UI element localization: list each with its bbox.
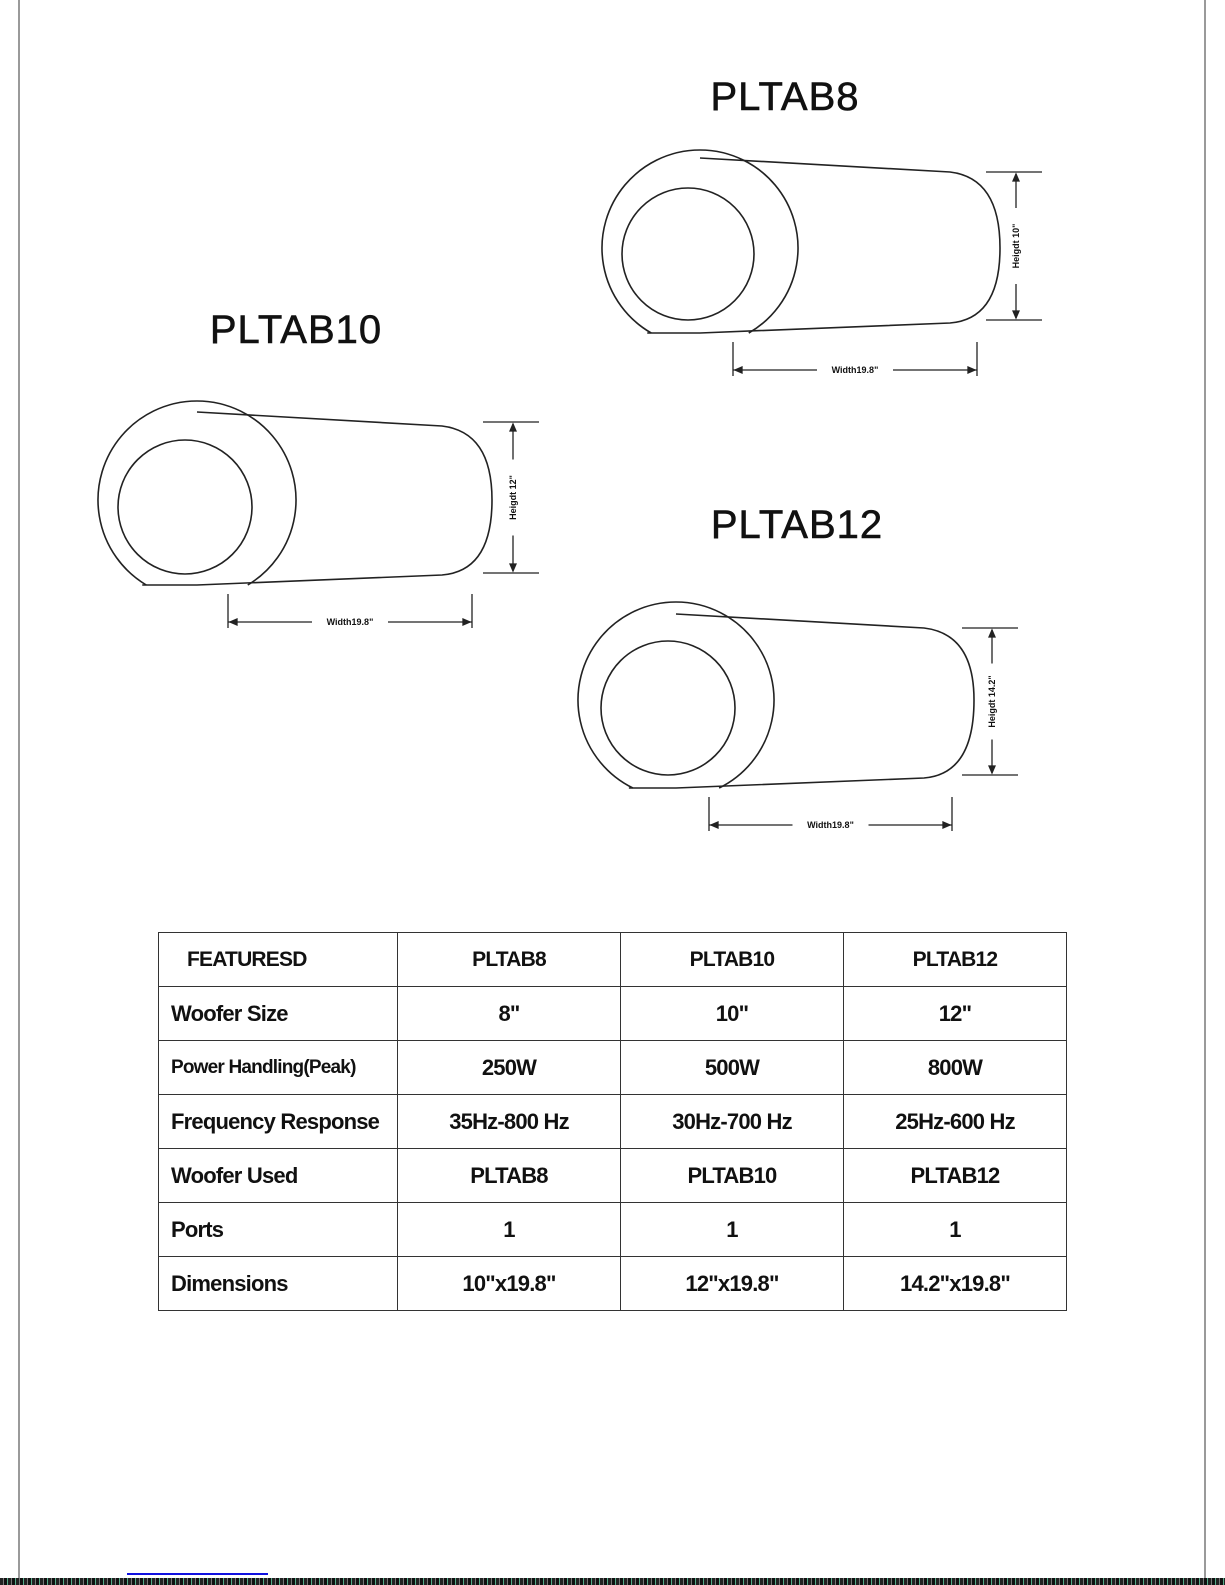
woofer-circle xyxy=(118,440,252,574)
dimension-lines xyxy=(228,422,539,628)
outer-ring xyxy=(602,150,798,333)
outer-ring xyxy=(98,401,296,585)
table-cell: PLTAB10 xyxy=(621,1149,844,1203)
table-cell: 12" xyxy=(844,987,1067,1041)
cabinet-pltab10 xyxy=(98,401,492,585)
cabinet-body xyxy=(142,412,492,585)
woofer-circle xyxy=(622,188,754,320)
table-row xyxy=(159,1041,1067,1095)
spec-table xyxy=(158,932,1067,1311)
table-cell: PLTAB12 xyxy=(844,1149,1067,1203)
table-cell: 500W xyxy=(621,1041,844,1095)
table-cell: PLTAB10 xyxy=(621,933,844,987)
cabinet-pltab8 xyxy=(602,150,1000,333)
table-cell: 1 xyxy=(844,1203,1067,1257)
table-cell: 25Hz-600 Hz xyxy=(844,1095,1067,1149)
cabinet-pltab12 xyxy=(578,602,974,788)
width-label: Width19.8" xyxy=(831,365,879,375)
row-label: Dimensions xyxy=(159,1257,398,1311)
row-label: Power Handling(Peak) xyxy=(159,1041,398,1095)
table-row xyxy=(159,1203,1067,1257)
row-label: FEATURESD xyxy=(159,933,398,987)
table-cell: 30Hz-700 Hz xyxy=(621,1095,844,1149)
cabinet-body xyxy=(647,158,1000,333)
height-label: Heigdt 12" xyxy=(508,475,518,520)
table-cell: PLTAB8 xyxy=(398,933,621,987)
table-cell: PLTAB8 xyxy=(398,1149,621,1203)
page-border-bottom xyxy=(0,1578,1225,1585)
width-label: Width19.8" xyxy=(326,617,374,627)
table-cell: 800W xyxy=(844,1041,1067,1095)
table-row xyxy=(159,987,1067,1041)
table-cell: 14.2"x19.8" xyxy=(844,1257,1067,1311)
dimension-lines xyxy=(733,172,1042,376)
height-label: Heigdt 10" xyxy=(1011,223,1021,269)
title-pltab10: PLTAB10 xyxy=(209,308,383,352)
table-row xyxy=(159,1149,1067,1203)
row-label: Woofer Used xyxy=(159,1149,398,1203)
height-label: Heigdt 14.2" xyxy=(987,675,997,728)
outer-ring xyxy=(578,602,774,788)
table-cell: 1 xyxy=(621,1203,844,1257)
table-cell: 12"x19.8" xyxy=(621,1257,844,1311)
table-cell: 10"x19.8" xyxy=(398,1257,621,1311)
title-pltab12: PLTAB12 xyxy=(710,503,884,547)
table-cell: 35Hz-800 Hz xyxy=(398,1095,621,1149)
cabinet-body xyxy=(629,614,974,788)
table-row xyxy=(159,1257,1067,1311)
row-label: Frequency Response xyxy=(159,1095,398,1149)
table-cell: 10" xyxy=(621,987,844,1041)
table-cell: 250W xyxy=(398,1041,621,1095)
table-row xyxy=(159,1095,1067,1149)
table-cell: 1 xyxy=(398,1203,621,1257)
width-label: Width19.8" xyxy=(807,820,854,830)
table-cell: 8" xyxy=(398,987,621,1041)
link-underline xyxy=(127,1573,268,1575)
row-label: Woofer Size xyxy=(159,987,398,1041)
woofer-circle xyxy=(601,641,735,775)
table-header-row xyxy=(159,933,1067,987)
table-cell: PLTAB12 xyxy=(844,933,1067,987)
row-label: Ports xyxy=(159,1203,398,1257)
title-pltab8: PLTAB8 xyxy=(710,75,860,119)
